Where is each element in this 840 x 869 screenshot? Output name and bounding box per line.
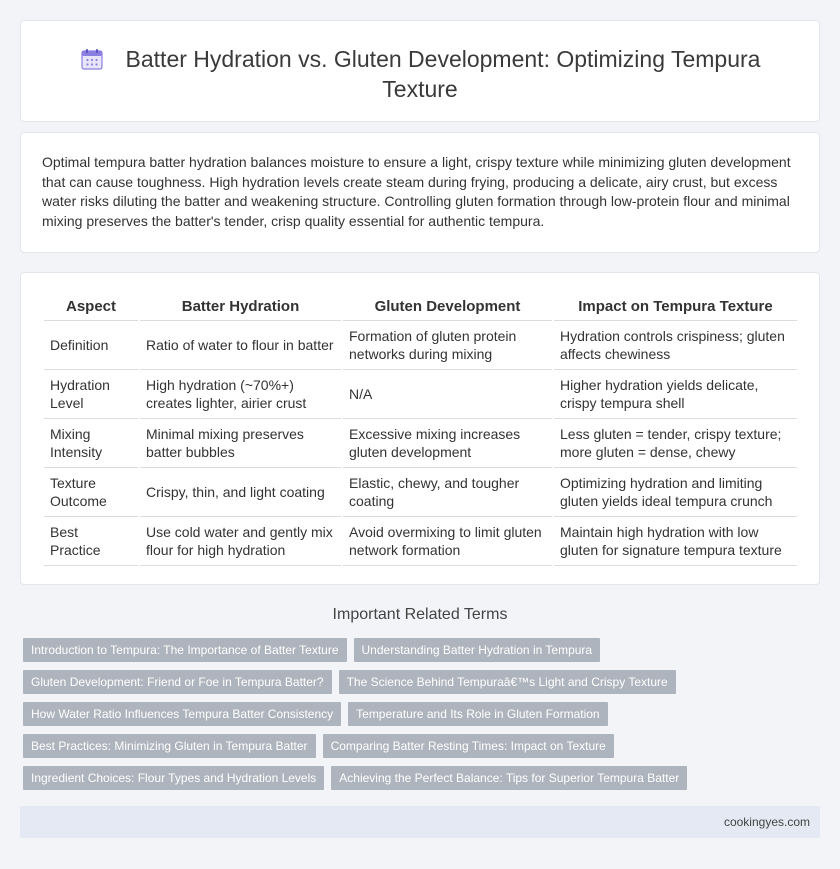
table-cell: Definition (44, 321, 138, 370)
related-term-link[interactable]: Understanding Batter Hydration in Tempura (354, 638, 601, 662)
table-cell: Hydration controls crispiness; gluten affects chewiness (554, 321, 797, 370)
table-cell: Maintain high hydration with low gluten for signature tempura texture (554, 517, 797, 566)
table-cell: Formation of gluten protein networks during mixing (343, 321, 552, 370)
table-cell: Crispy, thin, and light coating (140, 468, 341, 517)
related-term-link[interactable]: Ingredient Choices: Flour Types and Hydration Levels (23, 766, 324, 790)
column-header-impact: Impact on Tempura Texture (554, 293, 797, 321)
intro-card (20, 132, 820, 253)
table-row (44, 321, 797, 370)
table-cell: N/A (343, 370, 552, 419)
footer (20, 806, 820, 838)
page-title: Batter Hydration vs. Gluten Development: Optimizing Tempura Texture (125, 46, 761, 102)
intro-text: Optimal tempura batter hydration balances moisture to ensure a light, crispy texture while minimizing gluten development that can cause toughness. High hydration levels create steam during frying, producing a delicate, airy crust, but excess water risks diluting the batter and weakening structure. Controlling gluten formation through low-protein flour and minimal mixing preserves the batter's tender, crisp quality essential for authentic tempura. (42, 154, 791, 229)
header-card (20, 20, 820, 122)
tag-row (23, 670, 783, 694)
calendar-icon (80, 47, 104, 71)
related-terms-heading: Important Related Terms (332, 606, 508, 623)
table-row (44, 419, 797, 468)
comparison-table-card (20, 272, 820, 585)
table-row (44, 370, 797, 419)
table-row (44, 517, 797, 566)
table-cell: Mixing Intensity (44, 419, 138, 468)
related-term-link[interactable]: Comparing Batter Resting Times: Impact on Texture (323, 734, 614, 758)
tag-row (23, 638, 783, 662)
tag-row (23, 766, 783, 790)
table-cell: Minimal mixing preserves batter bubbles (140, 419, 341, 468)
related-term-link[interactable]: Achieving the Perfect Balance: Tips for Superior Tempura Batter (331, 766, 687, 790)
table-cell: Texture Outcome (44, 468, 138, 517)
footer-site-link[interactable]: cookingyes.com (723, 815, 810, 829)
table-cell: Excessive mixing increases gluten development (343, 419, 552, 468)
table-cell: Elastic, chewy, and tougher coating (343, 468, 552, 517)
table-cell: High hydration (~70%+) creates lighter, airier crust (140, 370, 341, 419)
table-cell: Higher hydration yields delicate, crispy tempura shell (554, 370, 797, 419)
comparison-table (42, 293, 799, 566)
related-terms-list (23, 638, 783, 798)
related-term-link[interactable]: Temperature and Its Role in Gluten Formation (348, 702, 607, 726)
table-cell: Hydration Level (44, 370, 138, 419)
table-header-row (44, 293, 797, 321)
related-term-link[interactable]: Best Practices: Minimizing Gluten in Tempura Batter (23, 734, 316, 758)
tag-row (23, 702, 783, 726)
table-cell: Ratio of water to flour in batter (140, 321, 341, 370)
column-header-batter-hydration: Batter Hydration (140, 293, 341, 321)
related-term-link[interactable]: How Water Ratio Influences Tempura Batter Consistency (23, 702, 341, 726)
tag-row (23, 734, 783, 758)
column-header-gluten-development: Gluten Development (343, 293, 552, 321)
table-row (44, 468, 797, 517)
table-cell: Avoid overmixing to limit gluten network formation (343, 517, 552, 566)
related-term-link[interactable]: The Science Behind Tempuraâ€™s Light and Crispy Texture (339, 670, 676, 694)
table-cell: Best Practice (44, 517, 138, 566)
related-term-link[interactable]: Gluten Development: Friend or Foe in Tempura Batter? (23, 670, 332, 694)
related-term-link[interactable]: Introduction to Tempura: The Importance of Batter Texture (23, 638, 347, 662)
table-cell: Optimizing hydration and limiting gluten yields ideal tempura crunch (554, 468, 797, 517)
table-cell: Use cold water and gently mix flour for high hydration (140, 517, 341, 566)
table-cell: Less gluten = tender, crispy texture; more gluten = dense, chewy (554, 419, 797, 468)
column-header-aspect: Aspect (44, 293, 138, 321)
page-title-wrap (21, 44, 819, 104)
